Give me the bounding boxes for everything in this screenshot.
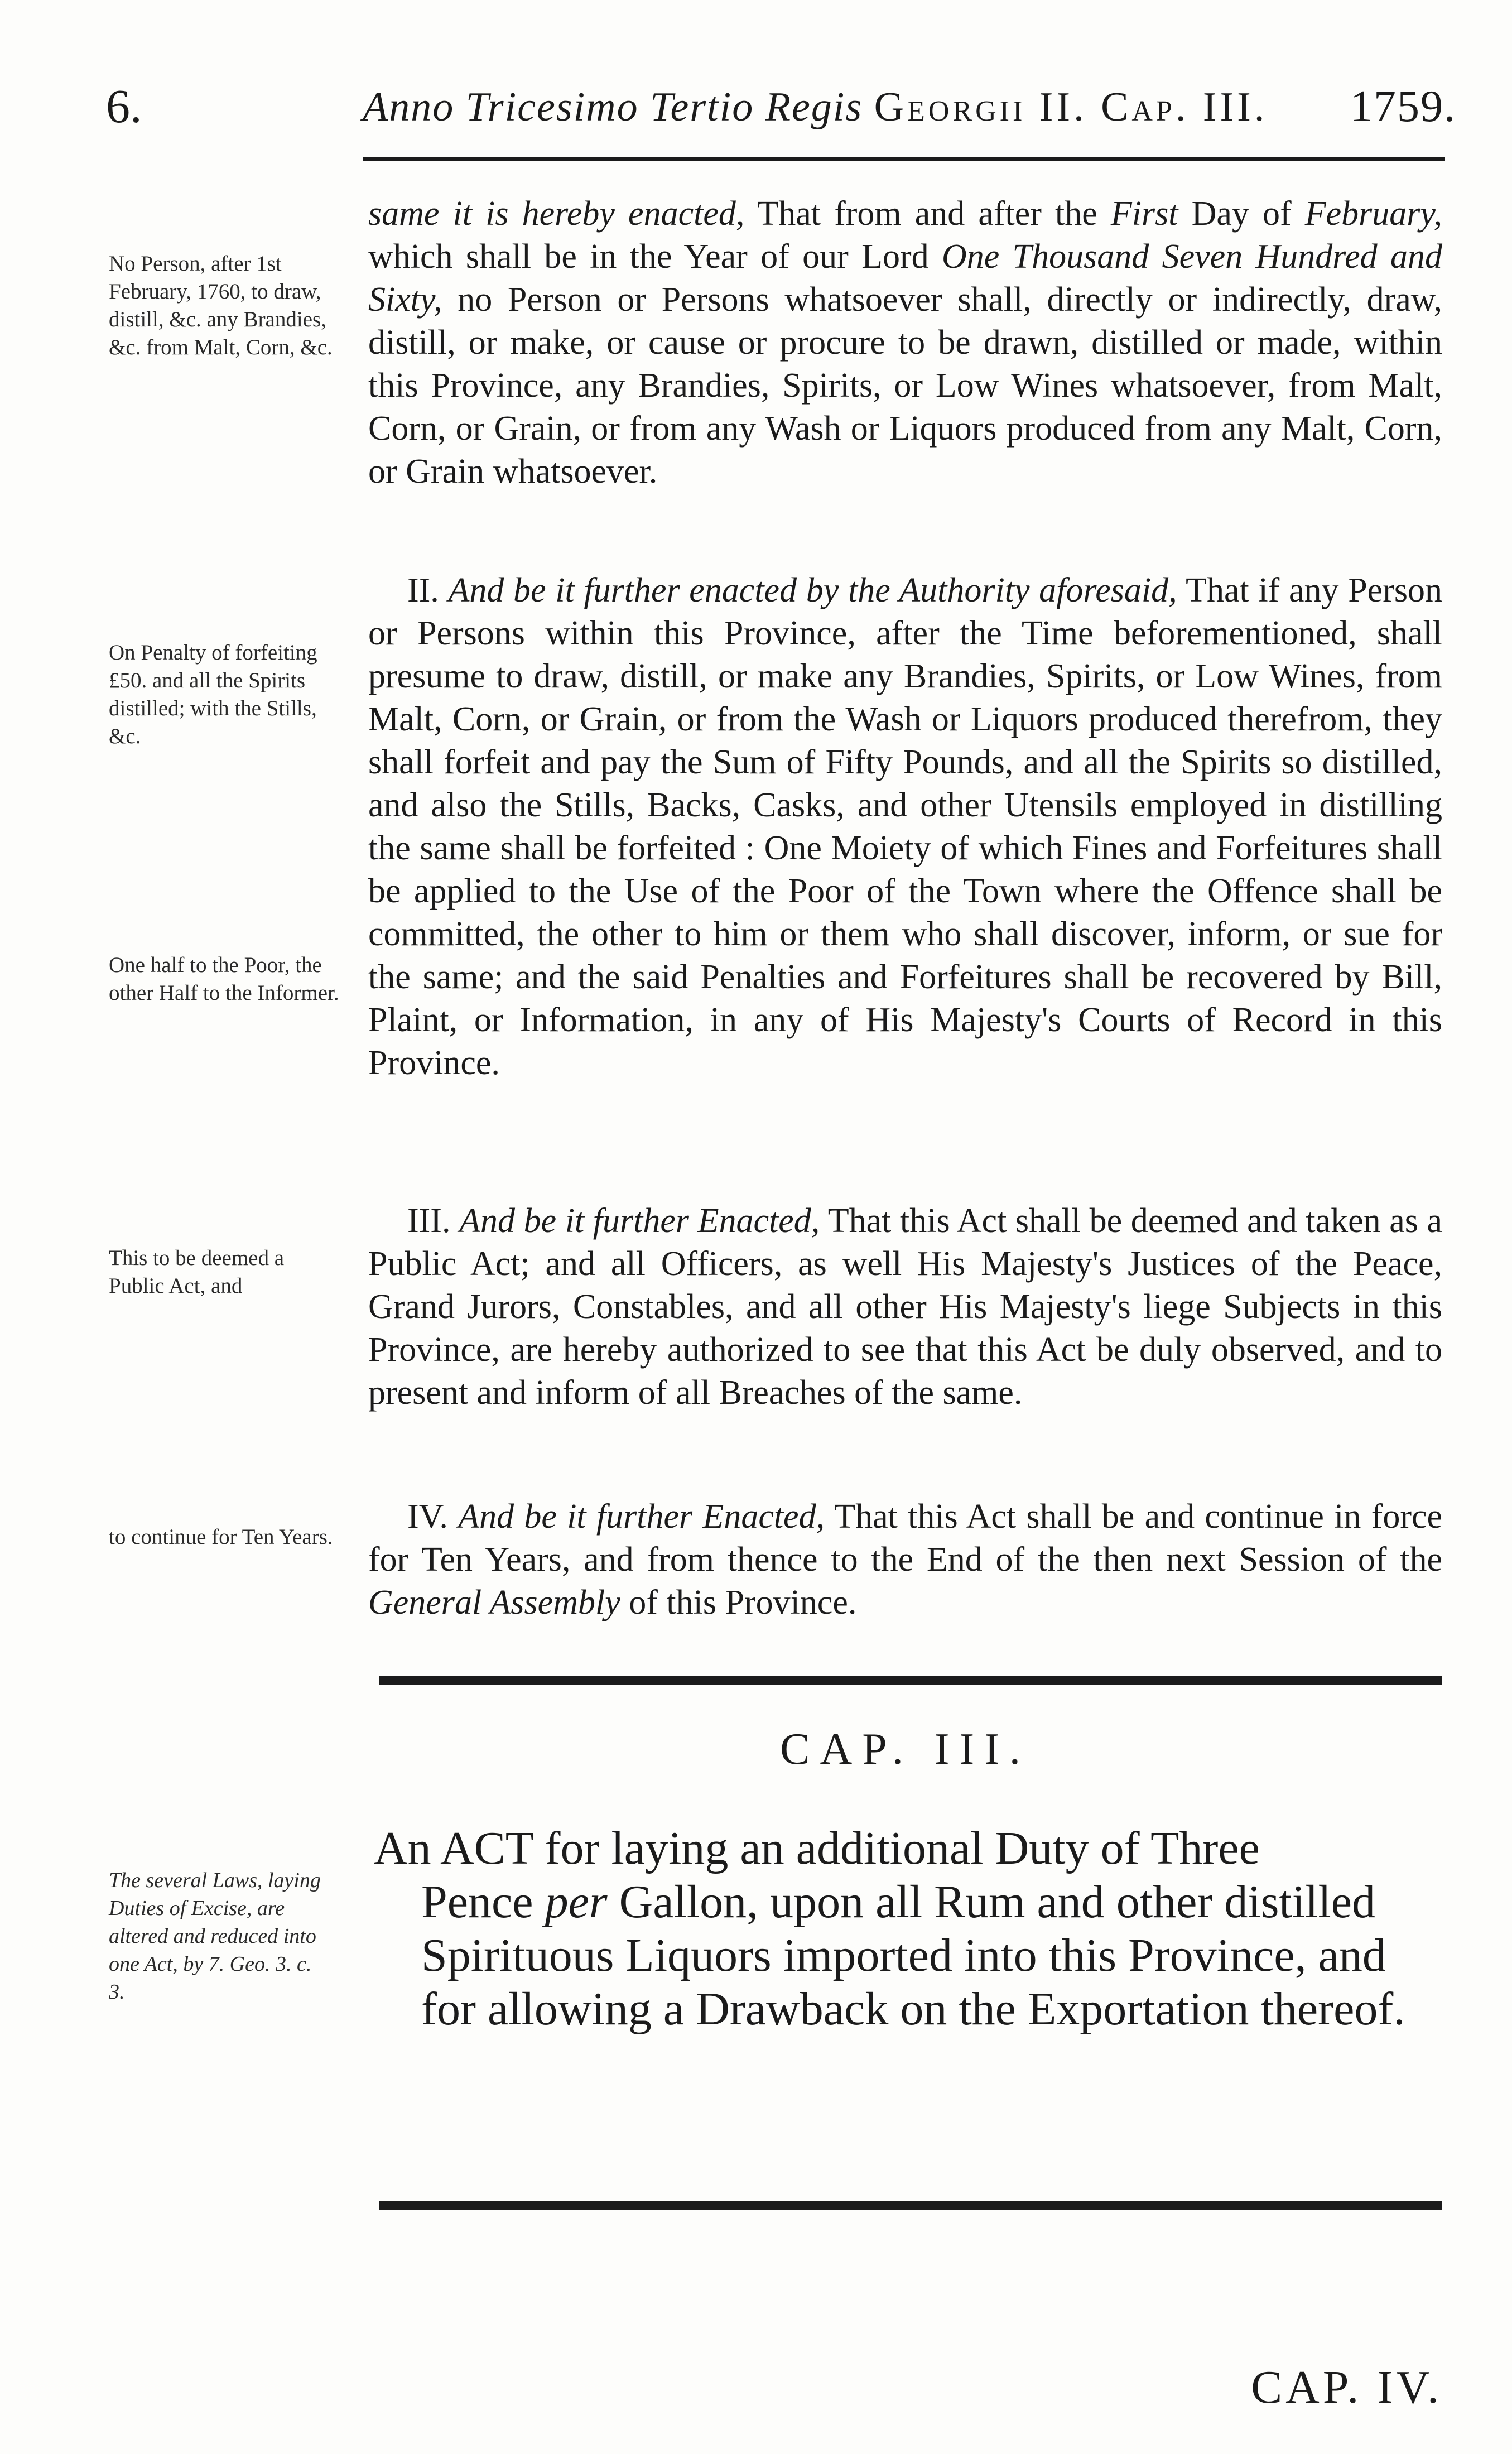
p4-italic-assembly: General Assembly [368, 1584, 620, 1621]
p4-text-1: That this Act shall be and continue in force for Ten Years, and from thence to the End of the then next Session of the [368, 1498, 1443, 1579]
margin-note-2: On Penalty of forfeiting £50. and all the Spirits distilled; with the Stills, &c. [109, 641, 317, 748]
p4-italic-clause: And be it further Enacted, [458, 1498, 825, 1536]
margin-note-6: The several Laws, laying Duties of Excise, are altered and reduced into one Act, by 7. Geo. 3. c. 3. [109, 1869, 321, 2004]
running-head [363, 84, 1268, 131]
section-rule [379, 1676, 1442, 1685]
p3-text: That this Act shall be deemed and taken as a Public Act; and all Officers, as well His Majesty's Justices of the Peace, Grand Jurors, Constables, and all other His Majesty's liege Subjects in this Province, are hereby authorized to see that this Act be duly observed, and to present and inform of all Breaches of the same. [368, 1202, 1442, 1412]
cap-heading: CAP. III. [780, 1725, 1031, 1774]
p1-text-3: which shall be in the Year of our Lord [368, 238, 942, 276]
act-title-line-2-italic: per [545, 1876, 608, 1928]
p1-text-1: That from and after the [744, 195, 1111, 233]
running-head-caps: Georgii II. Cap. III. [874, 84, 1268, 130]
act-title-line-3: Spirituous Liquors imported into this Province, and [421, 1929, 1386, 1981]
paragraph-4 [368, 1495, 1442, 1624]
margin-note-4: This to be deemed a Public Act, and [109, 1246, 285, 1298]
act-title-line-2 [374, 1875, 1442, 1929]
p3-italic-clause: And be it further Enacted, [459, 1202, 820, 1240]
p4-numeral: IV. [407, 1498, 448, 1536]
act-title-line-1: An ACT for laying an additional Duty of Three [374, 1822, 1260, 1874]
p2-italic-clause: And be it further enacted by the Authority aforesaid, [448, 571, 1177, 609]
p2-numeral: II. [407, 571, 439, 609]
act-title-line-2b: Gallon, upon all Rum and other distilled [607, 1876, 1376, 1928]
page-number: 6. [106, 79, 142, 133]
margin-note-3: One half to the Poor, the other Half to the Informer. [109, 953, 339, 1005]
p2-text: That if any Person or Persons within this Province, after the Time beforementioned, shall presume to draw, distill, or make any Brandies, Spirits, or Low Wines, from Malt, Corn, or Grain, or from the Wash or Liquors produced therefrom, they shall forfeit and pay the Sum of Fifty Pounds, and all the Spirits so distilled, and also the Stills, Backs, Casks, and other Utensils employed in distilling the same shall be forfeited : One Moiety of which Fines and Forfeitures shall be applied to the Use of the Poor of the Town where the Offence shall be committed, the other to him or them who shall discover, inform, or sue for the same; and the said Penalties and Forfeitures shall be recovered by Bill, Plaint, or Information, in any of His Majesty's Courts of Record in this Province. [368, 571, 1442, 1082]
act-title-line-4: for allowing a Drawback on the Exportation thereof. [421, 1983, 1405, 2035]
paragraph-1 [368, 193, 1442, 493]
p1-italic-date-2: February, [1304, 195, 1442, 233]
p1-italic-date-1: First [1110, 195, 1178, 233]
header-year: 1759. [1350, 82, 1456, 131]
margin-note-1: No Person, after 1st February, 1760, to draw, distill, &c. any Brandies, &c. from Malt, Corn, &c. [109, 252, 333, 359]
header-rule [363, 157, 1445, 161]
p1-text-4: no Person or Persons whatsoever shall, directly or indirectly, draw, distill, or make, or cause or procure to be drawn, distilled or made, within this Province, any Brandies, Spirits, or Low Wines whatsoever, from Malt, Corn, or Grain, or from any Wash or Liquors produced from any Malt, Corn, or Grain whatsoever. [368, 281, 1442, 490]
p3-numeral: III. [407, 1202, 451, 1240]
p4-text-2: of this Province. [620, 1584, 857, 1621]
page-header [106, 73, 1456, 139]
running-head-italic: Anno Tricesimo Tertio Regis [363, 84, 863, 130]
p1-italic-start: same it is hereby enacted, [368, 195, 745, 233]
p1-text-2: Day of [1178, 195, 1305, 233]
closing-rule [379, 2201, 1442, 2210]
p1-italic-year: One Thousand Seven Hundred and Sixty, [368, 238, 1442, 319]
catchword: CAP. IV. [1251, 2361, 1442, 2413]
act-title [374, 1822, 1442, 2036]
margin-note-5: to continue for Ten Years. [109, 1525, 333, 1549]
paragraph-3 [368, 1200, 1442, 1414]
act-title-line-2a: Pence [421, 1876, 545, 1928]
paragraph-2 [368, 569, 1442, 1085]
